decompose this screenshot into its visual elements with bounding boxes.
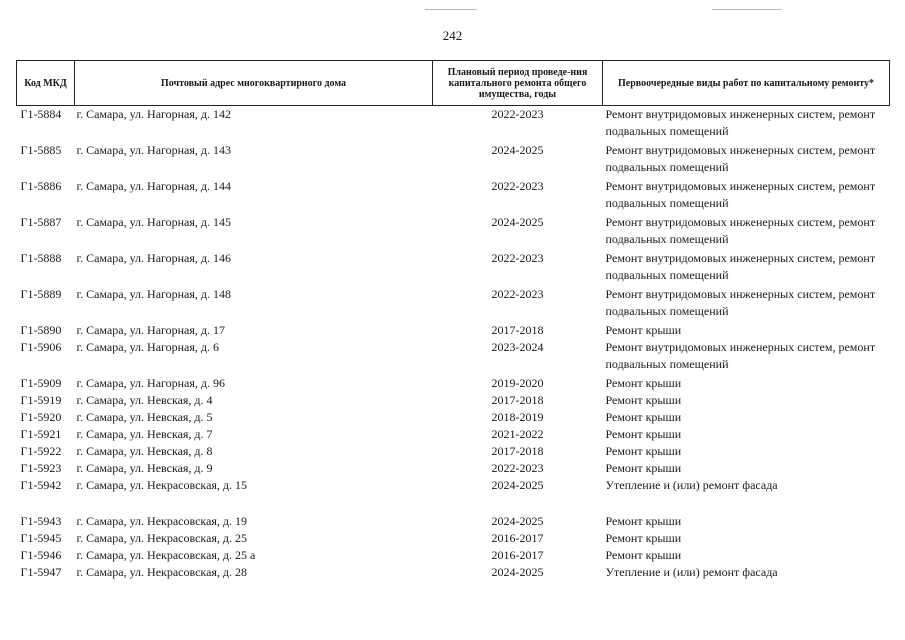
cell-code: Г1-5921 xyxy=(20,427,62,441)
cell-code: Г1-5942 xyxy=(20,478,62,492)
cell-code: Г1-5946 xyxy=(20,548,62,562)
table-row xyxy=(17,477,890,513)
cell-period: 2022-2023 xyxy=(491,179,544,193)
cell-period: 2022-2023 xyxy=(491,251,544,265)
header-address: Почтовый адрес многоквартирного дома xyxy=(75,61,433,106)
table-row xyxy=(17,513,890,530)
cell-address: г. Самара, ул. Некрасовская, д. 28 xyxy=(76,565,248,579)
table-row xyxy=(17,375,890,392)
cell-address: г. Самара, ул. Нагорная, д. 146 xyxy=(76,251,232,265)
cell-code: Г1-5906 xyxy=(20,340,62,354)
table-row xyxy=(17,460,890,477)
cell-period: 2022-2023 xyxy=(491,287,544,301)
cell-works: Ремонт крыши xyxy=(605,548,682,562)
cell-works: Утепление и (или) ремонт фасада xyxy=(605,565,778,579)
cell-code: Г1-5919 xyxy=(20,393,62,407)
header-code: Код МКД xyxy=(17,61,75,106)
cell-code: Г1-5889 xyxy=(20,287,62,301)
cell-address: г. Самара, ул. Нагорная, д. 145 xyxy=(76,215,232,229)
cell-works: Ремонт внутридомовых инженерных систем, ремонт подвальных помещений xyxy=(605,143,876,174)
cell-address: г. Самара, ул. Нагорная, д. 17 xyxy=(76,323,226,337)
cell-address: г. Самара, ул. Нагорная, д. 6 xyxy=(76,340,220,354)
cell-code: Г1-5920 xyxy=(20,410,62,424)
cell-address: г. Самара, ул. Невская, д. 9 xyxy=(76,461,213,475)
cell-works: Ремонт крыши xyxy=(605,393,682,407)
cell-code: Г1-5887 xyxy=(20,215,62,229)
cell-code: Г1-5909 xyxy=(20,376,62,390)
table-row xyxy=(17,106,890,143)
cell-period: 2023-2024 xyxy=(491,340,544,354)
cell-address: г. Самара, ул. Некрасовская, д. 25 xyxy=(76,531,248,545)
cell-address: г. Самара, ул. Нагорная, д. 96 xyxy=(76,376,226,390)
scan-mark-right xyxy=(712,9,782,10)
table-row xyxy=(17,214,890,250)
table-row xyxy=(17,443,890,460)
table-row xyxy=(17,547,890,564)
cell-works: Утепление и (или) ремонт фасада xyxy=(605,478,778,492)
cell-period: 2022-2023 xyxy=(491,461,544,475)
cell-period: 2024-2025 xyxy=(491,565,544,579)
cell-works: Ремонт крыши xyxy=(605,376,682,390)
table-row xyxy=(17,250,890,286)
cell-works: Ремонт внутридомовых инженерных систем, ремонт подвальных помещений xyxy=(605,107,876,138)
table-header-row xyxy=(17,61,890,106)
cell-address: г. Самара, ул. Невская, д. 4 xyxy=(76,393,213,407)
cell-period: 2016-2017 xyxy=(491,548,544,562)
cell-works: Ремонт крыши xyxy=(605,323,682,337)
cell-code: Г1-5884 xyxy=(20,107,62,121)
cell-code: Г1-5923 xyxy=(20,461,62,475)
table-row xyxy=(17,564,890,600)
cell-period: 2024-2025 xyxy=(491,143,544,157)
header-works: Первоочередные виды работ по капитальному ремонту* xyxy=(603,61,890,106)
cell-code: Г1-5943 xyxy=(20,514,62,528)
cell-period: 2019-2020 xyxy=(491,376,544,390)
cell-address: г. Самара, ул. Нагорная, д. 148 xyxy=(76,287,232,301)
cell-period: 2017-2018 xyxy=(491,393,544,407)
cell-address: г. Самара, ул. Некрасовская, д. 19 xyxy=(76,514,248,528)
cell-code: Г1-5890 xyxy=(20,323,62,337)
cell-address: г. Самара, ул. Нагорная, д. 144 xyxy=(76,179,232,193)
cell-address: г. Самара, ул. Нагорная, д. 142 xyxy=(76,107,232,121)
table-body xyxy=(17,106,890,601)
cell-period: 2024-2025 xyxy=(491,215,544,229)
cell-works: Ремонт внутридомовых инженерных систем, ремонт подвальных помещений xyxy=(605,251,876,282)
table-row xyxy=(17,178,890,214)
page-number: 242 xyxy=(442,28,463,43)
cell-address: г. Самара, ул. Невская, д. 8 xyxy=(76,444,213,458)
cell-code: Г1-5885 xyxy=(20,143,62,157)
cell-works: Ремонт внутридомовых инженерных систем, ремонт подвальных помещений xyxy=(605,215,876,246)
cell-code: Г1-5945 xyxy=(20,531,62,545)
cell-code: Г1-5888 xyxy=(20,251,62,265)
cell-address: г. Самара, ул. Нагорная, д. 143 xyxy=(76,143,232,157)
cell-works: Ремонт крыши xyxy=(605,531,682,545)
cell-works: Ремонт крыши xyxy=(605,427,682,441)
cell-works: Ремонт крыши xyxy=(605,444,682,458)
cell-period: 2016-2017 xyxy=(491,531,544,545)
table-row xyxy=(17,530,890,547)
table-row xyxy=(17,409,890,426)
cell-code: Г1-5922 xyxy=(20,444,62,458)
cell-works: Ремонт внутридомовых инженерных систем, ремонт подвальных помещений xyxy=(605,340,876,371)
cell-address: г. Самара, ул. Некрасовская, д. 15 xyxy=(76,478,248,492)
cell-works: Ремонт крыши xyxy=(605,461,682,475)
cell-period: 2024-2025 xyxy=(491,514,544,528)
cell-address: г. Самара, ул. Некрасовская, д. 25 а xyxy=(76,548,256,562)
table-row xyxy=(17,392,890,409)
cell-address: г. Самара, ул. Невская, д. 5 xyxy=(76,410,213,424)
cell-period: 2022-2023 xyxy=(491,107,544,121)
cell-period: 2024-2025 xyxy=(491,478,544,492)
scan-mark-left xyxy=(425,9,477,10)
table-row xyxy=(17,142,890,178)
cell-period: 2017-2018 xyxy=(491,444,544,458)
cell-works: Ремонт внутридомовых инженерных систем, ремонт подвальных помещений xyxy=(605,287,876,318)
cell-period: 2018-2019 xyxy=(491,410,544,424)
cell-address: г. Самара, ул. Невская, д. 7 xyxy=(76,427,213,441)
cell-code: Г1-5886 xyxy=(20,179,62,193)
cell-period: 2021-2022 xyxy=(491,427,544,441)
cell-works: Ремонт крыши xyxy=(605,514,682,528)
capital-repair-table xyxy=(16,60,890,600)
table-row xyxy=(17,339,890,375)
table-row xyxy=(17,426,890,443)
cell-code: Г1-5947 xyxy=(20,565,62,579)
table-row xyxy=(17,286,890,322)
header-period: Плановый период проведе-ния капитального ремонта общего имущества, годы xyxy=(433,61,603,106)
table-row xyxy=(17,322,890,339)
cell-works: Ремонт внутридомовых инженерных систем, ремонт подвальных помещений xyxy=(605,179,876,210)
cell-works: Ремонт крыши xyxy=(605,410,682,424)
cell-period: 2017-2018 xyxy=(491,323,544,337)
